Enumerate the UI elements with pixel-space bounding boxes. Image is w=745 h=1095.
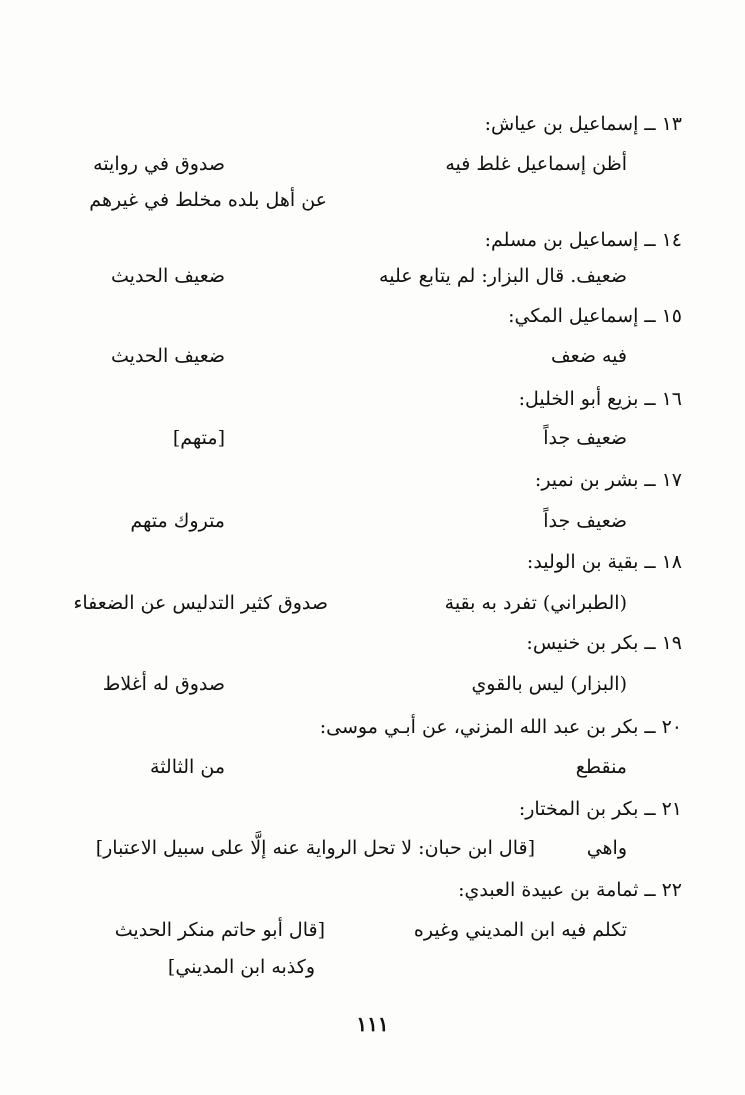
entry-heading: ١٤ ــ إسماعيل بن مسلم: — [484, 229, 682, 251]
entry-heading: ١٨ ــ بقية بن الوليد: — [526, 551, 682, 573]
entry-judgement-2-continued: وكذبه ابن المديني] — [167, 956, 315, 978]
entry-judgement-1: أظن إسماعيل غلط فيه — [445, 153, 627, 175]
page-number: ١١١ — [356, 1012, 389, 1036]
entry-judgement-1: (البزار) ليس بالقوي — [471, 673, 627, 695]
entry-judgement-2: [متهم] — [172, 427, 225, 449]
entry-heading: ٢١ ــ بكر بن المختار: — [518, 798, 682, 820]
entry-heading: ٢٢ ــ ثمامة بن عبيدة العبدي: — [458, 879, 682, 901]
entry-heading: ١٣ ــ إسماعيل بن عياش: — [484, 113, 682, 135]
entry-judgement-1: (الطبراني) تفرد به بقية — [444, 592, 627, 614]
entry-judgement-1: منقطع — [575, 756, 627, 778]
entry-judgement-1: تكلم فيه ابن المديني وغيره — [413, 919, 627, 941]
entry-judgement-1: فيه ضعف — [550, 345, 627, 367]
entry-judgement-2: صدوق في روايته — [93, 153, 225, 175]
entry-judgement-2: متروك متهم — [130, 510, 225, 532]
entry-heading: ٢٠ ــ بكر بن عبد الله المزني، عن أبـي موسى: — [319, 716, 682, 738]
entry-heading: ١٥ ــ إسماعيل المكي: — [508, 305, 682, 327]
entry-judgement-2: ضعيف الحديث — [111, 345, 225, 367]
entry-judgement-2: [قال ابن حبان: لا تحل الرواية عنه إلَّا على سبيل الاعتبار] — [95, 837, 535, 859]
entry-heading: ١٦ ــ بزيع أبو الخليل: — [518, 388, 682, 410]
entry-judgement-1: ضعيف. قال البزار: لم يتابع عليه — [379, 265, 627, 287]
entry-judgement-2: صدوق له أغلاط — [102, 673, 225, 695]
entry-judgement-1: ضعيف جداً — [543, 427, 627, 449]
entry-judgement-2: صدوق كثير التدليس عن الضعفاء — [73, 592, 328, 614]
entry-judgement-2-continued: عن أهل بلده مخلط في غيرهم — [89, 189, 327, 211]
entry-heading: ١٩ ــ بكر بن خنيس: — [526, 632, 682, 654]
entry-judgement-2: ضعيف الحديث — [111, 265, 225, 287]
entry-judgement-2: [قال أبو حاتم منكر الحديث — [114, 919, 325, 941]
entry-judgement-1: واهي — [586, 837, 627, 859]
entry-judgement-1: ضعيف جداً — [543, 510, 627, 532]
entry-judgement-2: من الثالثة — [150, 756, 225, 778]
entry-heading: ١٧ ــ بشر بن نمير: — [534, 469, 682, 491]
